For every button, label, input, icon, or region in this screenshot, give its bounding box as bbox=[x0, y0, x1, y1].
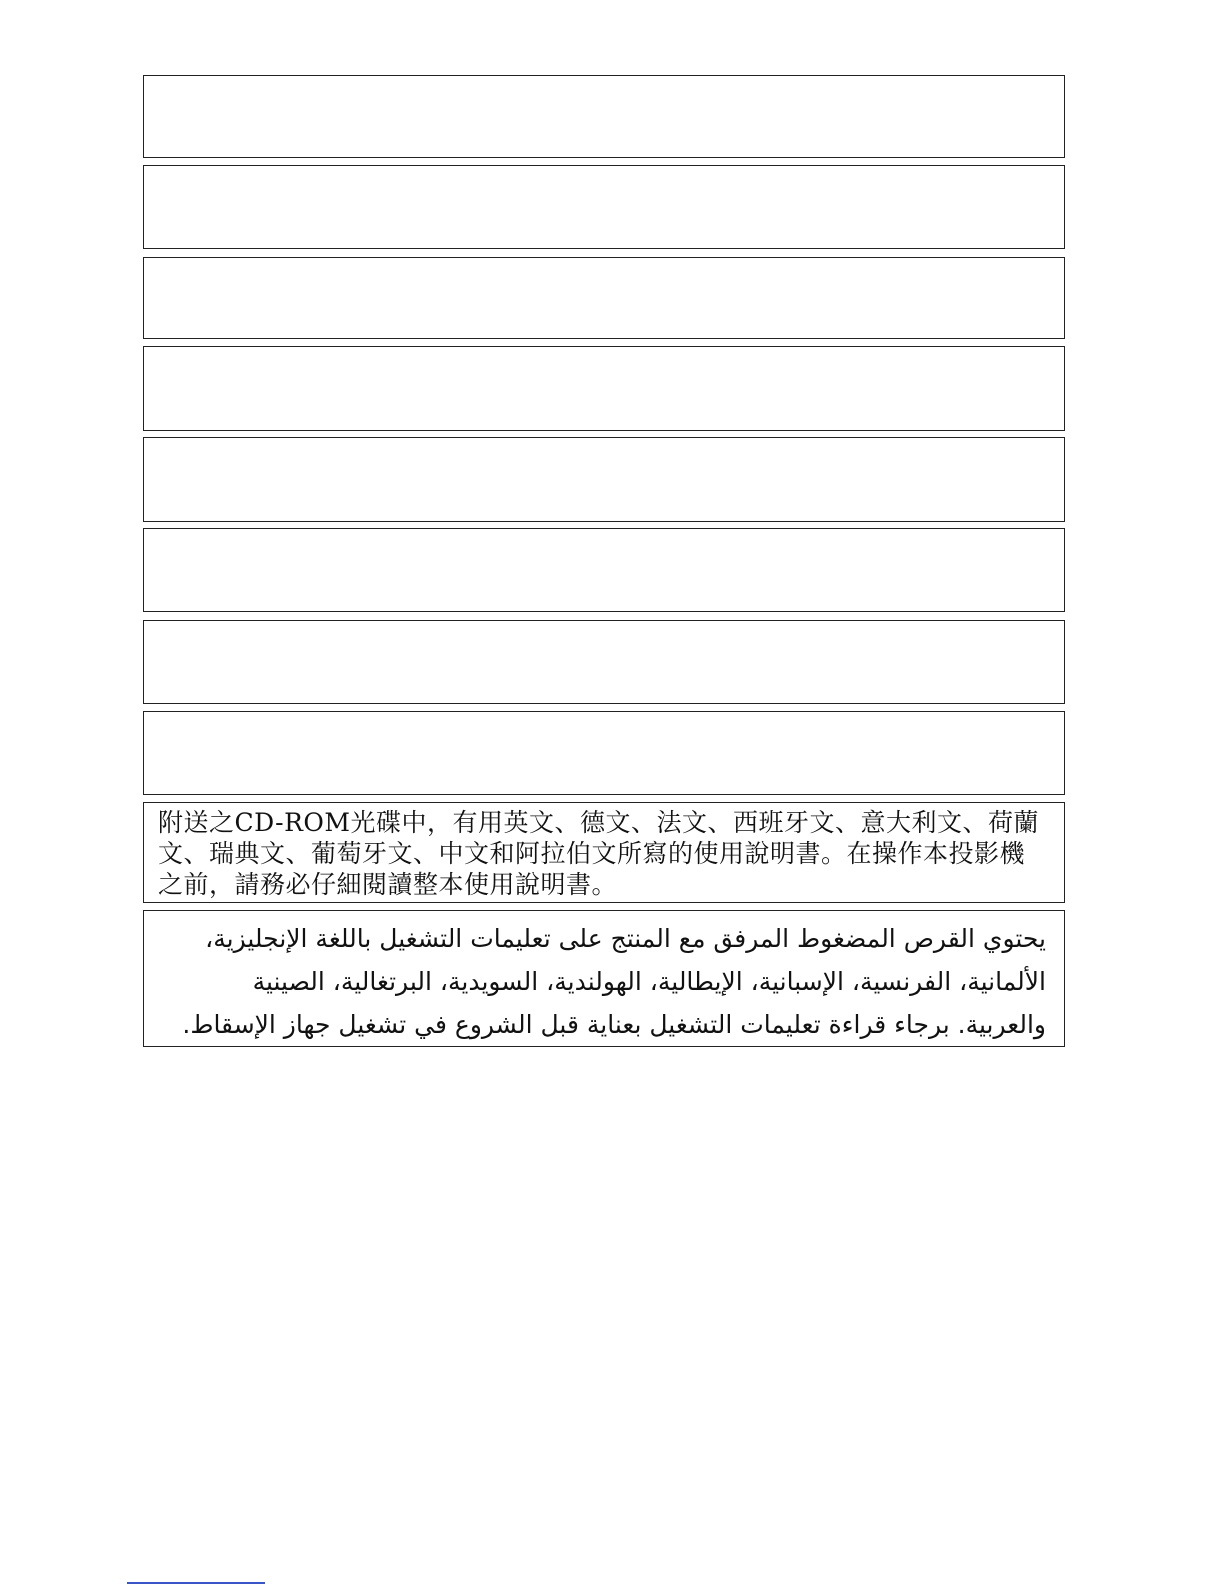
notice-box-empty-2 bbox=[143, 165, 1065, 249]
notice-box-empty-5 bbox=[143, 437, 1065, 522]
notice-box-empty-8 bbox=[143, 711, 1065, 795]
notice-text-arabic: يحتوي القرص المضغوط المرفق مع المنتج على تعليمات التشغيل باللغة الإنجليزية، الألمانية، الفرنسية، الإسبانية، الإيطالية، الهولندية، السويدية، البرتغالية، الصينية والعربية. برجاء قراءة تعليمات التشغيل بعناية قبل الشروع في تشغيل جهاز الإسقاط. bbox=[182, 924, 1046, 1039]
notice-box-empty-1 bbox=[143, 75, 1065, 158]
notice-box-empty-6 bbox=[143, 528, 1065, 612]
notice-box-empty-3 bbox=[143, 257, 1065, 339]
notice-text-chinese: 附送之CD-ROM光碟中，有用英文、德文、法文、西班牙文、意大利文、荷蘭文、瑞典文、葡萄牙文、中文和阿拉伯文所寫的使用說明書。在操作本投影機之前，請務必仔細閱讀整本使用說明書。 bbox=[158, 808, 1040, 899]
notice-box-empty-4 bbox=[143, 346, 1065, 431]
notice-box-arabic bbox=[143, 910, 1065, 1047]
notice-box-empty-7 bbox=[143, 620, 1065, 704]
notice-box-chinese bbox=[143, 802, 1065, 903]
footer-rule bbox=[127, 1582, 265, 1584]
